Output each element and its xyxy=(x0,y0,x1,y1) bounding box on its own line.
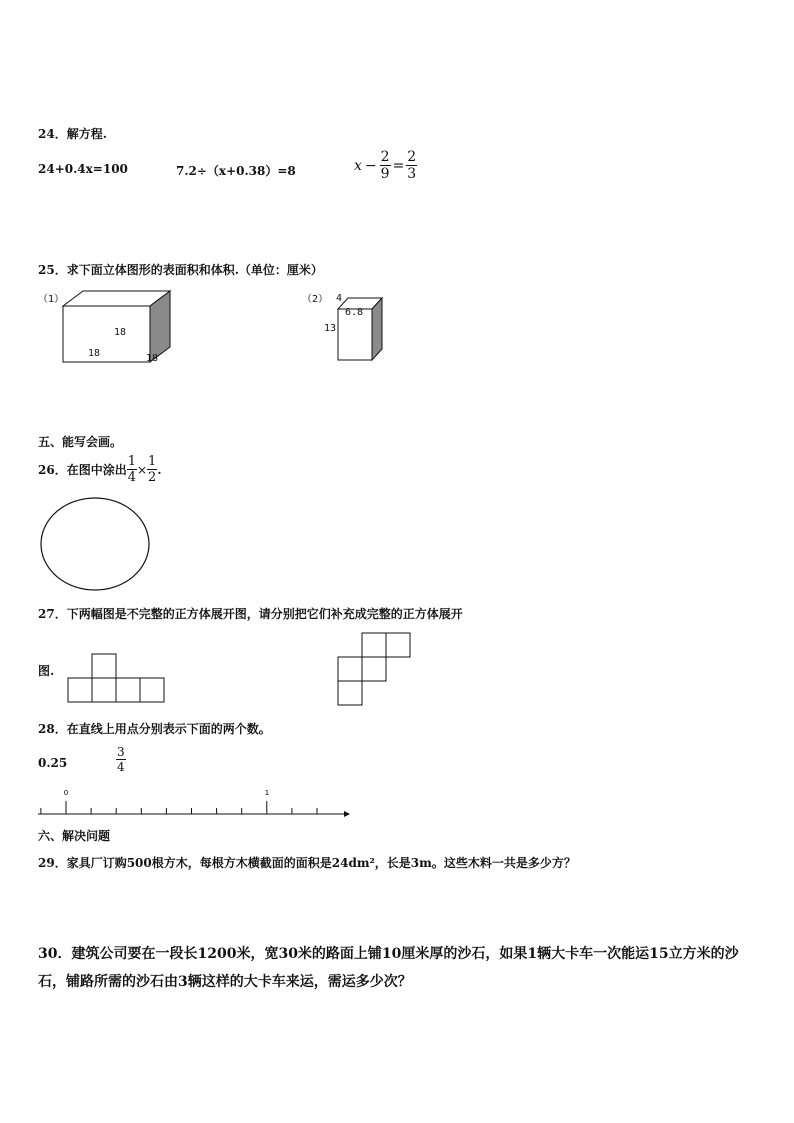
equation-1: 24+0.4x=100 xyxy=(38,162,128,176)
equation-3-fraction-2 xyxy=(406,150,417,181)
q30-text: 30．建筑公司要在一段长1200米，宽30米的路面上铺10厘米厚的沙石，如果1辆大卡车一次能运15立方米的沙石，铺路所需的沙石由3辆这样的大卡车来运，需运多少次？ xyxy=(38,946,739,990)
fig1-label: （1） xyxy=(38,294,65,305)
q28-fraction xyxy=(116,746,126,773)
fig1-length-label: 18 xyxy=(88,348,101,359)
equation-3 xyxy=(354,150,417,181)
equation-3-equals: = xyxy=(392,157,405,174)
fig2-height-label: 13 xyxy=(324,323,337,334)
net-square xyxy=(386,633,410,657)
section6-title: 六、解决问题 xyxy=(38,829,111,843)
cuboid-side-face xyxy=(372,298,382,360)
q28-number-1: 0.25 xyxy=(38,756,68,770)
section5-title: 五、能写会画。 xyxy=(38,435,123,449)
fraction-denominator: 3 xyxy=(407,166,417,182)
cube-net-2 xyxy=(337,630,427,720)
number-line xyxy=(38,790,358,820)
q24-title: 24．解方程. xyxy=(38,127,107,141)
fraction-numerator: 1 xyxy=(148,454,157,469)
cuboid-front-face xyxy=(63,306,150,362)
net-square xyxy=(362,633,386,657)
net-square xyxy=(338,681,362,705)
fig1-front-height-label: 18 xyxy=(114,327,127,338)
net-square xyxy=(116,678,140,702)
ellipse-shape xyxy=(41,498,149,590)
tick-label-1: 1 xyxy=(264,789,270,797)
q26-title xyxy=(38,455,162,484)
q27-title: 27．下两幅图是不完整的正方体展开图，请分别把它们补充成完整的正方体展开 xyxy=(38,607,463,621)
fraction-numerator: 2 xyxy=(380,149,390,165)
net-square xyxy=(338,657,362,681)
fraction-denominator: 9 xyxy=(380,166,390,182)
q26-fraction-2 xyxy=(147,455,157,484)
fraction-denominator: 2 xyxy=(148,470,157,485)
fig1-depth-label: 18 xyxy=(146,353,159,364)
equation-3-var: x xyxy=(354,157,362,174)
net-square xyxy=(68,678,92,702)
cuboid-figure-2 xyxy=(336,295,396,365)
equation-3-fraction-1 xyxy=(380,150,391,181)
number-line-ticks xyxy=(41,801,317,814)
cube-net-1 xyxy=(66,652,176,712)
fraction-numerator: 1 xyxy=(127,454,136,469)
q27-title-cont: 图. xyxy=(38,664,55,678)
cuboid-figure-1 xyxy=(50,288,210,368)
net-square xyxy=(362,657,386,681)
q26-prefix: 26．在图中涂出 xyxy=(38,463,127,477)
q26-times: × xyxy=(136,462,148,477)
net-square xyxy=(92,654,116,678)
fraction-denominator: 4 xyxy=(117,760,125,774)
number-line-arrow xyxy=(344,811,350,817)
q25-title: 25．求下面立体图形的表面积和体积.（单位：厘米） xyxy=(38,263,323,277)
q26-suffix: . xyxy=(157,462,162,477)
fraction-numerator: 3 xyxy=(117,745,125,759)
fraction-numerator: 2 xyxy=(407,149,417,165)
equation-3-minus: − xyxy=(364,157,377,174)
q28-title: 28．在直线上用点分别表示下面的两个数。 xyxy=(38,722,271,736)
fig2-top-label: 4 xyxy=(336,293,343,304)
tick-label-0: 0 xyxy=(63,789,69,797)
q28-fraction-inner xyxy=(116,746,126,773)
net-square xyxy=(140,678,164,702)
fraction-denominator: 4 xyxy=(127,470,136,485)
net-square xyxy=(92,678,116,702)
q29-text: 29．家具厂订购500根方木，每根方木横截面的面积是24dm²，长是3m。这些木料一共是多少方？ xyxy=(38,856,576,870)
circle-figure xyxy=(38,497,158,597)
equation-2: 7.2÷（x+0.38）=8 xyxy=(176,164,296,178)
fig2-width-label: 6.8 xyxy=(345,307,364,318)
fig2-label: （2） xyxy=(302,294,329,305)
q26-fraction-1 xyxy=(127,455,137,484)
